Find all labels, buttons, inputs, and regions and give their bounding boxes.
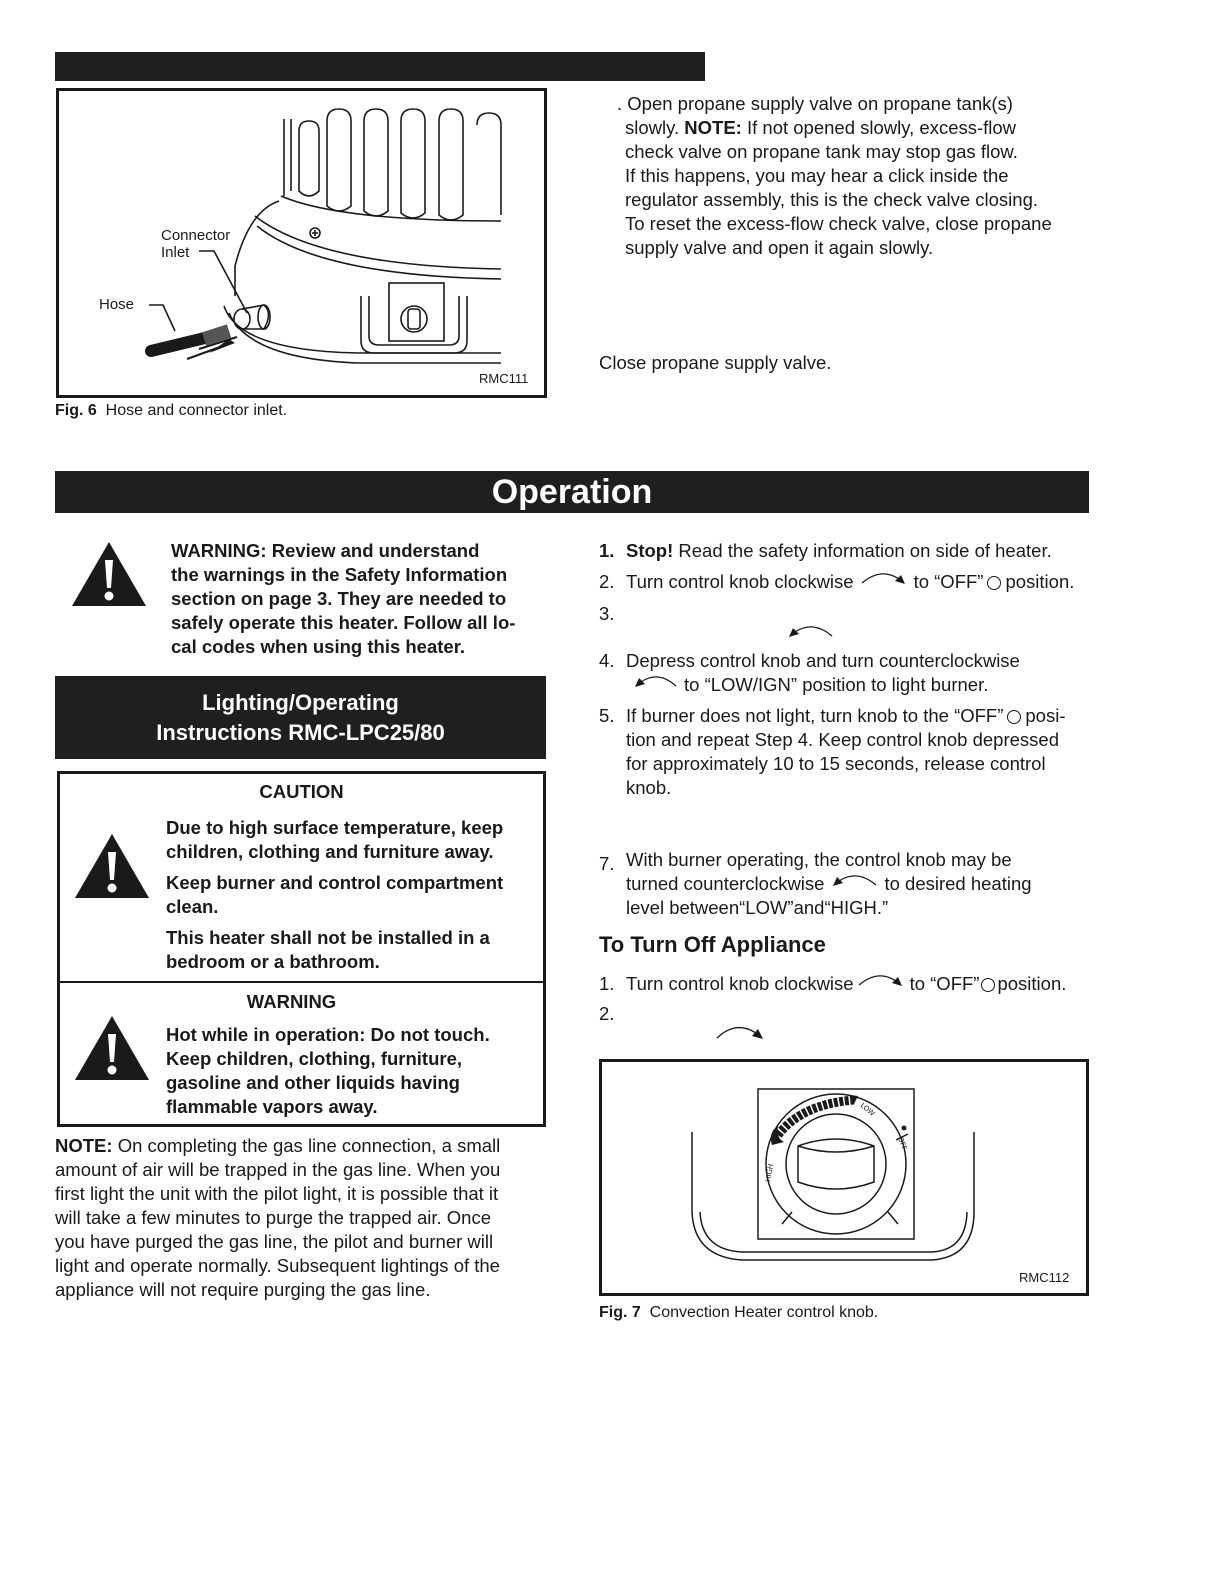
off-circle-icon [981, 978, 995, 992]
caution-title-text: CAUTION [259, 781, 344, 802]
text-span: Turn control knob clockwise [626, 571, 854, 592]
text-line: children, clothing and furniture away. [166, 841, 494, 862]
caption-text: Convection Heater control knob. [649, 1304, 879, 1321]
text-line: Keep burner and control compartment [166, 872, 504, 893]
step-number: 7. [599, 853, 615, 874]
text-line: . Open propane supply valve on propane tank(s) [617, 93, 1013, 114]
box-divider [60, 981, 543, 983]
warning-title: WARNING [246, 991, 337, 1012]
text-span: position. [1005, 571, 1075, 592]
step-text [626, 704, 1066, 800]
text-span: slowly. [625, 117, 685, 138]
text-line [617, 116, 1052, 140]
off-circle-icon [1007, 710, 1021, 724]
turn-off-heading: To Turn Off Appliance [599, 932, 826, 957]
warning-triangle-icon [70, 540, 148, 608]
text-line: tion and repeat Step 4. Keep control knob depressed [626, 729, 1059, 750]
warning-text [166, 1023, 490, 1119]
text-span: On completing the gas line connection, a small [112, 1135, 501, 1156]
label-inlet: Inlet [161, 244, 190, 261]
text-line: appliance will not require purging the gas line. [55, 1279, 431, 1300]
text-line: safely operate this heater. Follow all lo- [171, 612, 516, 633]
step-number: 2. [599, 571, 615, 592]
text-line: section on page 3. They are needed to [171, 588, 507, 609]
figure-label: Fig. 7 [599, 1304, 641, 1321]
note-paragraph [55, 1134, 500, 1302]
text-line: To reset the excess-flow check valve, close propane [625, 213, 1052, 234]
subheader-line: Instructions RMC-LPC25/80 [156, 719, 445, 745]
counterclockwise-arrow-icon [829, 873, 879, 887]
text-span: to “OFF” [913, 571, 984, 592]
text-line [55, 1134, 500, 1158]
warning-triangle-icon [73, 832, 151, 900]
text-line: Depress control knob and turn counterclockwise [626, 650, 1020, 671]
close-valve-text: Close propane supply valve. [599, 352, 832, 373]
off-circle-icon [987, 576, 1001, 590]
heater-base-illustration [59, 91, 544, 395]
text-line: With burner operating, the control knob may be [626, 849, 1012, 870]
text-line: knob. [626, 777, 672, 798]
text-line: Due to high surface temperature, keep [166, 817, 504, 838]
caution-title [60, 781, 543, 803]
text-line: for approximately 10 to 15 seconds, release control [626, 753, 1046, 774]
text-span: to desired heating [884, 873, 1032, 894]
text-line: clean. [166, 896, 219, 917]
lighting-instructions-header [55, 676, 546, 759]
text-span: position. [997, 973, 1067, 994]
step-text [626, 570, 1074, 594]
text-line: amount of air will be trapped in the gas line. When you [55, 1159, 501, 1180]
text-line: flammable vapors away. [166, 1096, 378, 1117]
text-line [626, 673, 1020, 697]
text-line: This heater shall not be installed in a [166, 927, 490, 948]
figure-6-caption [55, 402, 287, 420]
text-span: posi- [1025, 705, 1066, 726]
figure-6-hose-connector [56, 88, 547, 398]
subheader-line: Lighting/Operating [202, 689, 399, 715]
dial-off-label: OFF [896, 1135, 909, 1152]
text-line: will take a few minutes to purge the trapped air. Once [55, 1207, 492, 1228]
step-number: 1. [599, 540, 615, 561]
text-span: to “LOW/IGN” position to light burner. [684, 674, 989, 695]
caution-warning-box [57, 771, 546, 1127]
text-line: light and operate normally. Subsequent lightings of the [55, 1255, 500, 1276]
step-text [626, 649, 1020, 697]
step-number: 4. [599, 650, 615, 671]
step-text [626, 848, 1032, 920]
open-valve-paragraph [617, 92, 1052, 260]
text-line: Keep children, clothing, furniture, [166, 1048, 463, 1069]
text-line: Hot while in operation: Do not touch. [166, 1024, 490, 1045]
step-number: 2. [599, 1003, 615, 1024]
text-line: check valve on propane tank may stop gas flow. [625, 141, 1018, 162]
text-span: to “OFF” [909, 973, 980, 994]
figure-7-control-knob [599, 1059, 1089, 1296]
text-line: you have purged the gas line, the pilot and burner will [55, 1231, 494, 1252]
caption-text: Hose and connector inlet. [105, 402, 288, 419]
warning-intro [171, 539, 515, 659]
top-header-bar [55, 52, 705, 81]
label-hose: Hose [99, 296, 135, 313]
text-line [626, 704, 1066, 728]
stop-label: Stop! [626, 540, 674, 561]
text-span: Turn control knob clockwise [626, 973, 854, 994]
warning-triangle-icon [73, 1014, 151, 1082]
step-number: 5. [599, 705, 615, 726]
text-line: the warnings in the Safety Information [171, 564, 508, 585]
text-line: cal codes when using this heater. [171, 636, 466, 657]
clockwise-arrow-icon [714, 1024, 766, 1040]
text-line: gasoline and other liquids having [166, 1072, 460, 1093]
text-line: regulator assembly, this is the check valve closing. [625, 189, 1039, 210]
clockwise-arrow-icon [856, 973, 906, 987]
text-line: If this happens, you may hear a click inside the [625, 165, 1009, 186]
text-line: level between“LOW”and“HIGH.” [626, 897, 889, 918]
text-line [626, 872, 1032, 896]
text-span: If burner does not light, turn knob to the “OFF” [626, 705, 1004, 726]
counterclockwise-arrow-icon [631, 674, 679, 688]
figure-code: RMC112 [1019, 1270, 1070, 1285]
step-text [626, 972, 1066, 996]
label-connector: Connector [161, 227, 231, 244]
text-line: bedroom or a bathroom. [166, 951, 380, 972]
text-span: Read the safety information on side of heater. [673, 540, 1052, 561]
clockwise-arrow-icon [859, 571, 909, 585]
figure-7-caption [599, 1304, 878, 1322]
step-text [626, 539, 1052, 563]
figure-code: RMC111 [479, 371, 529, 386]
control-knob-illustration [602, 1062, 1086, 1293]
dial-high-label: HIGH [764, 1163, 776, 1183]
figure-label: Fig. 6 [55, 402, 97, 419]
text-line: first light the unit with the pilot light, it is possible that it [55, 1183, 499, 1204]
section-title: Operation [55, 471, 1089, 513]
text-span: turned counterclockwise [626, 873, 825, 894]
text-line: supply valve and open it again slowly. [625, 237, 934, 258]
dial-low-label: LOW [858, 1101, 877, 1118]
note-label: NOTE: [55, 1135, 113, 1156]
text-span: If not opened slowly, excess-flow [741, 117, 1017, 138]
step-number: 1. [599, 973, 615, 994]
counterclockwise-arrow-icon [785, 624, 835, 638]
step-number: 3. [599, 603, 615, 624]
caution-text [166, 816, 503, 974]
text-line: WARNING: Review and understand [171, 540, 480, 561]
note-label: NOTE: [684, 117, 742, 138]
